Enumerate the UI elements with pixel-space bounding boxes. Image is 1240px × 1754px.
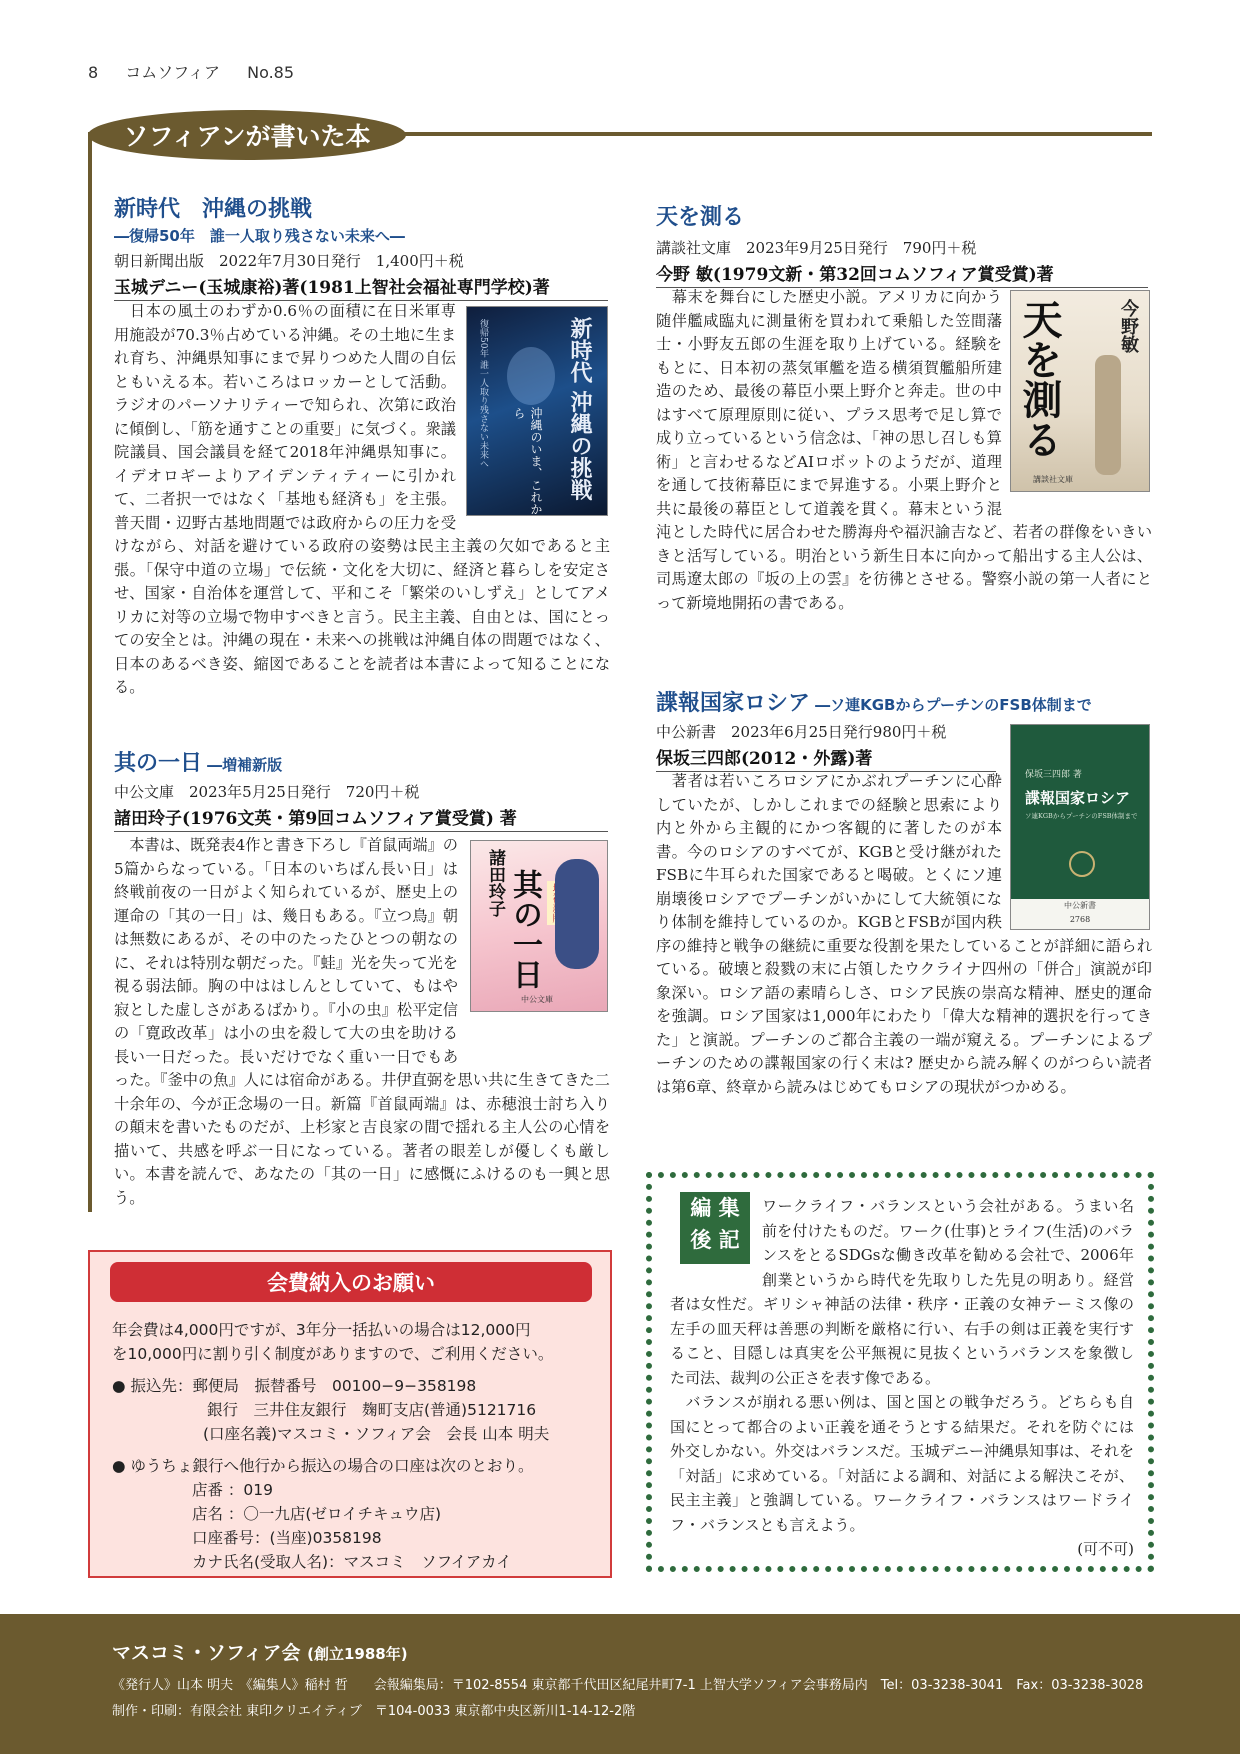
book-3	[656, 200, 1148, 288]
cover-title: 新時代 沖縄の挑戦	[567, 317, 593, 501]
book-subtitle: ―復帰50年 誰一人取り残さない未来へ―	[114, 227, 405, 245]
book-2-body	[114, 834, 610, 1210]
book-subtitle: ―増補新版	[207, 756, 283, 774]
page-header	[88, 60, 316, 83]
cover-small-text: 復帰50年 誰一人取り残さない未来へ	[478, 319, 488, 469]
cover-small-text: ソ連KGBからプーチンのFSB体制まで	[1025, 812, 1138, 820]
fee-text-line-2: を10,000円に割り引く制度がありますので、ご利用ください。	[112, 1345, 554, 1363]
cover-title: 諜報国家ロシア	[1025, 789, 1131, 807]
book-publisher: 中公新書 2023年6月25日発行980円＋税	[656, 723, 947, 741]
bank-info-bank: 銀行 三井住友銀行 麹町支店(普通)5121716	[207, 1401, 537, 1419]
editors-note-text	[670, 1194, 1134, 1562]
footer	[0, 1614, 1240, 1754]
book-author: 今野 敏(1979文新・第32回コムソフィア賞受賞)著	[656, 260, 1148, 288]
cover-author: 保坂三四郎 著	[1025, 770, 1082, 780]
book-publisher: 講談社文庫 2023年9月25日発行 790円＋税	[656, 239, 977, 257]
bank-info-account-name: (口座名義)マスコミ・ソフィア会 会長 山本 明夫	[203, 1425, 550, 1443]
book-3-body	[656, 286, 1152, 615]
yucho-account-number: 口座番号：(当座)0358198	[192, 1529, 382, 1547]
fee-title: 会費納入のお願い	[110, 1262, 592, 1302]
book-subtitle: ―ソ連KGBからプーチンのFSB体制まで	[815, 696, 1092, 714]
book-publisher: 朝日新聞出版 2022年7月30日発行 1,400円＋税	[114, 252, 464, 270]
book-title: 其の一日	[114, 751, 203, 776]
magazine-name: コムソフィア	[125, 63, 221, 82]
org-founded: (創立1988年)	[307, 1645, 408, 1663]
membership-fee-box	[88, 1250, 612, 1578]
cover-title: 天を測る	[1016, 299, 1063, 459]
page-number: 8	[88, 63, 99, 82]
cover-publisher: 中公文庫	[521, 995, 553, 1004]
section-vertical-rule	[88, 132, 92, 1212]
yucho-info: ● ゆうちょ銀行へ他行から振込の場合の口座は次のとおり。	[112, 1457, 534, 1475]
editors-note-body-2: バランスが崩れる悪い例は、国と国との戦争だろう。どちらも自国にとって都合のよい正義を通そうとする結果だ。それを防ぐには外交しかない。外交はバランスだ。玉城デニー沖縄県知事は、それを「対話」に求めている。「対話による調和、対話による解決こそが、民主主義」と強調している。ワークライフ・バランスはワードライフ・バランスとも言えよう。	[670, 1393, 1134, 1534]
editors-note-badge: 編 集 後 記	[680, 1192, 750, 1264]
editors-note-signature: (可不可)	[1077, 1540, 1134, 1558]
book-title: 諜報国家ロシア	[656, 691, 811, 716]
yucho-store-name: 店名 ：〇一九店(ゼロイチキュウ店)	[192, 1505, 442, 1523]
cover-publisher: 講談社文庫	[1033, 475, 1073, 484]
book-title: 天を測る	[656, 205, 745, 230]
printer-info: 制作・印刷：有限会社 東印クリエイティブ 〒104-0033 東京都中央区新川1-14-12-2階	[112, 1704, 636, 1719]
cover-tag: 沖縄のいま、これから	[512, 407, 543, 515]
book-review-text: 幕末を舞台にした歴史小説。アメリカに向かう随伴艦咸臨丸に測量術を買われて乗船した笠間藩士・小野友五郎の生涯を取り上げている。経験をもとに、日本初の蒸気軍艦を造る横須賀艦船所建造のため、最後の幕臣小栗上野介と奔走。世の中はすべて原理原則に従い、プラス思考で足し算で成り立っているという信念は、「神の思し召しも算術」と言わせるなどAIロボットのようだが、道理を通して技術幕臣にまで昇進する。小栗上野介と共に最後の幕臣として道義を貫く。幕末という混沌とした時代に居合わせた勝海舟や福沢諭吉など、若者の群像をいきいきと活写している。明治という新生日本に向かって船出する主人公は、司馬遼太郎の『坂の上の雲』を彷彿とさせる。警察小説の第一人者にとって新境地開拓の書である。	[656, 288, 1152, 612]
cover-number: 2768	[1069, 915, 1091, 924]
cover-author: 諸田玲子	[485, 849, 505, 917]
publisher-info: 《発行人》山本 明夫 《編集人》稲村 哲 会報編集局：〒102-8554 東京都千代田区紀尾井町7-1 上智大学ソフィア会事務局内 Tel：03-3238-3041 Fax：03-3238-3028	[112, 1678, 1144, 1693]
cover-publisher: 中公新書	[1064, 901, 1096, 910]
book-publisher: 中公文庫 2023年5月25日発行 720円＋税	[114, 783, 420, 801]
book-review-text: 本書は、既発表4作と書き下ろし『首鼠両端』の5篇からなっている。「日本のいちばん長い日」は終戦前夜の一日がよく知られているが、歴史上の運命の「其の一日」は、幾日もある。『立つ鳥』朝は無数にあるが、その中のたったひとつの朝なのに、それは特別な朝だった。『蛙』光を失って光を視る弱法師。胸の中ははしんとしていて、もはや寂とした虚しさがあるばかり。『小の虫』松平定信の「寛政改革」は小の虫を殺して大の虫を助ける長い一日だった。長いだけでなく重い一日でもあった。『釜中の魚』人には宿命がある。井伊直弼を思い共に生きてきた二十余年の、今が正念場の一日。新篇『首鼠両端』は、赤穂浪士討ち入りの顛末を書いたものだが、上杉家と吉良家の間で揺れる主人公の心情を描いて、共感を呼ぶ一日になっている。著者の眼差しが優しくも厳しい。本書を読んで、あなたの「其の一日」に感慨にふけるのも一興と思う。	[114, 836, 610, 1207]
book-title: 新時代 沖縄の挑戦	[114, 197, 313, 222]
section-title: ソフィアンが書いた本	[88, 110, 406, 160]
cover-author: 今野敏	[1118, 299, 1139, 353]
yucho-store-number: 店番 ：019	[192, 1481, 274, 1499]
editors-note-lead: ワークライフ・バランスという会社がある。うまい名前を付けたものだ。ワーク(仕事)とライフ(生活)のバランスをとるSDGsな働き改革を勧める会社で、	[762, 1197, 1134, 1264]
editors-note-body-1: 2006年創業というから時代を先取りした先見の明あり。経営者は女性だ。ギリシャ神話の法律・秩序・正義の女神テーミス像の左手の皿天秤は善悪の判断を厳格に行い、右手の剣は正義を実行すること、目隠しは真実を公平無視に見抜くというバランスを象徴した司法、裁判の公正さを表す像である。	[670, 1246, 1134, 1387]
book-review-text: 著者は若いころロシアにかぶれプーチンに心酔していたが、しかしこれまでの経験と思索により内と外から主観的にかつ客観的に著したのが本書。今のロシアのすべてが、KGBと受け継がれたFSBに牛耳られた国家であると喝破。とくにソ連崩壊後ロシアでプーチンがいかにして大統領になり体制を維持しているのか。KGBとFSBが国内秩序の維持と戦争の継続に重要な役割を果たしていることが詳細に語られている。破壊と殺戮の末に占領したウクライナ四州の「併合」演説が印象深い。ロシア語の素晴らしさ、ロシア民族の崇高な精神、歴史的運命を強調。ロシア国家は1,000年にわたり「偉大な精神的選択を行ってきた」と演説。プーチンのご都合主義の一端が窺える。プーチンによるプーチンのための諜報国家の行く末は? 歴史から読み解くのがつらい読者は第6章、終章から読みはじめてもロシアの現状がつかめる。	[656, 772, 1152, 1096]
org-name: マスコミ・ソフィア会	[112, 1642, 301, 1664]
book-4-body	[656, 770, 1152, 1099]
cover-title: 其の一日	[507, 869, 542, 989]
book-2	[114, 746, 608, 832]
issue-number: No.85	[247, 63, 295, 82]
book-author: 保坂三四郎(2012・外露)著	[656, 744, 996, 772]
bank-info-postal: ● 振込先：郵便局 振替番号 00100−9−358198	[112, 1377, 477, 1395]
book-review-text: 日本の風土のわずか0.6％の面積に在日米軍専用施設が70.3％占めている沖縄。その土地に生まれ育ち、沖縄県知事にまで昇りつめた人間の自伝ともいえる本。若いころはロッカーとして活動。ラジオのパーソナリティーで知られ、次第に政治に傾倒し、「筋を通すことの重要」に気づく。衆議院議員、国会議員を経て2018年沖縄県知事に。イデオロギーよりアイデンティティーに引かれて、二者択一ではなく「基地も経済も」を主張。普天間・辺野古基地問題では政府からの圧力を受けながら、対話を避けている政府の姿勢は民主主義の欠如であると主張。「保守中道の立場」で伝統・文化を大切に、経済と暮らしを安定させ、国家・自治体を運営して、平和こそ「繁栄のいしずえ」としてアメリカに対等の立場で物申すべきと言う。民主主義、自由とは、国にとっての安全とは。沖縄の現在・未来への挑戦は沖縄自体の問題ではなく、日本のあるべき姿、縮図であることを読者は本書によって知ることになる。	[114, 302, 610, 696]
fee-text-line-1: 年会費は4,000円ですが、3年分一括払いの場合は12,000円	[112, 1321, 531, 1339]
yucho-account-kana: カナ氏名(受取人名)：マスコミ ソフイアカイ	[192, 1553, 512, 1571]
book-author: 玉城デニー(玉城康裕)著(1981上智社会福祉専門学校)著	[114, 273, 608, 301]
book-1	[114, 192, 608, 301]
book-1-body	[114, 300, 610, 700]
book-author: 諸田玲子(1976文英・第9回コムソフィア賞受賞) 著	[114, 804, 608, 832]
